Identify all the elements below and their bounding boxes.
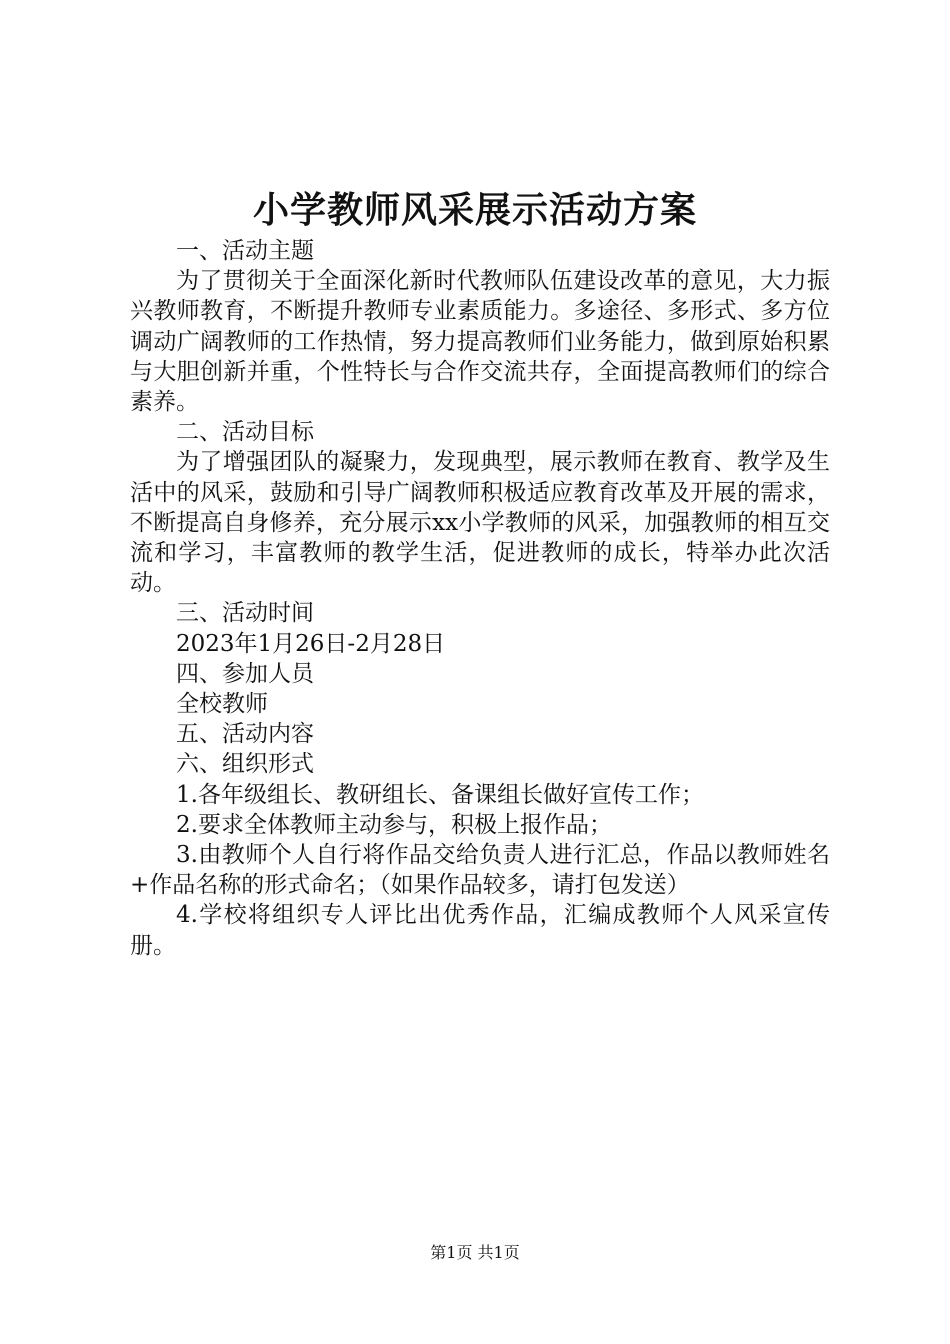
section-heading-time: 三、活动时间 — [176, 600, 314, 627]
section-heading-format: 六、组织形式 — [176, 751, 314, 778]
list-item-4: 4.学校将组织专人评比出优秀作品，汇编成教师个人风采宣传册。 — [130, 902, 830, 959]
list-item-1: 1.各年级组长、教研组长、备课组长做好宣传工作； — [176, 781, 704, 808]
section-heading-theme: 一、活动主题 — [176, 238, 314, 264]
list-item-3: 3.由教师个人自行将作品交给负责人进行汇总，作品以教师姓名+作品名称的形式命名；（如果作品较多，请打包发送） — [130, 842, 830, 899]
list-item-2: 2.要求全体教师主动参与，积极上报作品； — [176, 811, 612, 838]
section-heading-participants: 四、参加人员 — [176, 660, 314, 687]
section-heading-content: 五、活动内容 — [176, 721, 314, 748]
section-heading-goal: 二、活动目标 — [176, 419, 314, 446]
page-footer: 第1页 共1页 — [430, 1243, 520, 1262]
paragraph-goal: 为了增强团队的凝聚力，发现典型，展示教师在教育、教学及生活中的风采，鼓励和引导广阔教师积极适应教育改革及开展的需求，不断提高自身修养，充分展示xx小学教师的风采，加强教师的相互交流和学习，丰富教师的教学生活，促进教师的成长，特举办此次活动。 — [130, 449, 830, 597]
paragraph-participants: 全校教师 — [176, 691, 268, 718]
paragraph-time: 2023年1月26日-2月28日 — [176, 630, 446, 657]
document-title: 小学教师风采展示活动方案 — [252, 189, 697, 231]
paragraph-theme: 为了贯彻关于全面深化新时代教师队伍建设改革的意见，大力振兴教师教育，不断提升教师专业素质能力。多途径、多形式、多方位调动广阔教师的工作热情，努力提高教师们业务能力，做到原始积累与大胆创新并重，个性特长与合作交流共存，全面提高教师们的综合素养。 — [130, 268, 830, 416]
document-body — [130, 236, 830, 961]
